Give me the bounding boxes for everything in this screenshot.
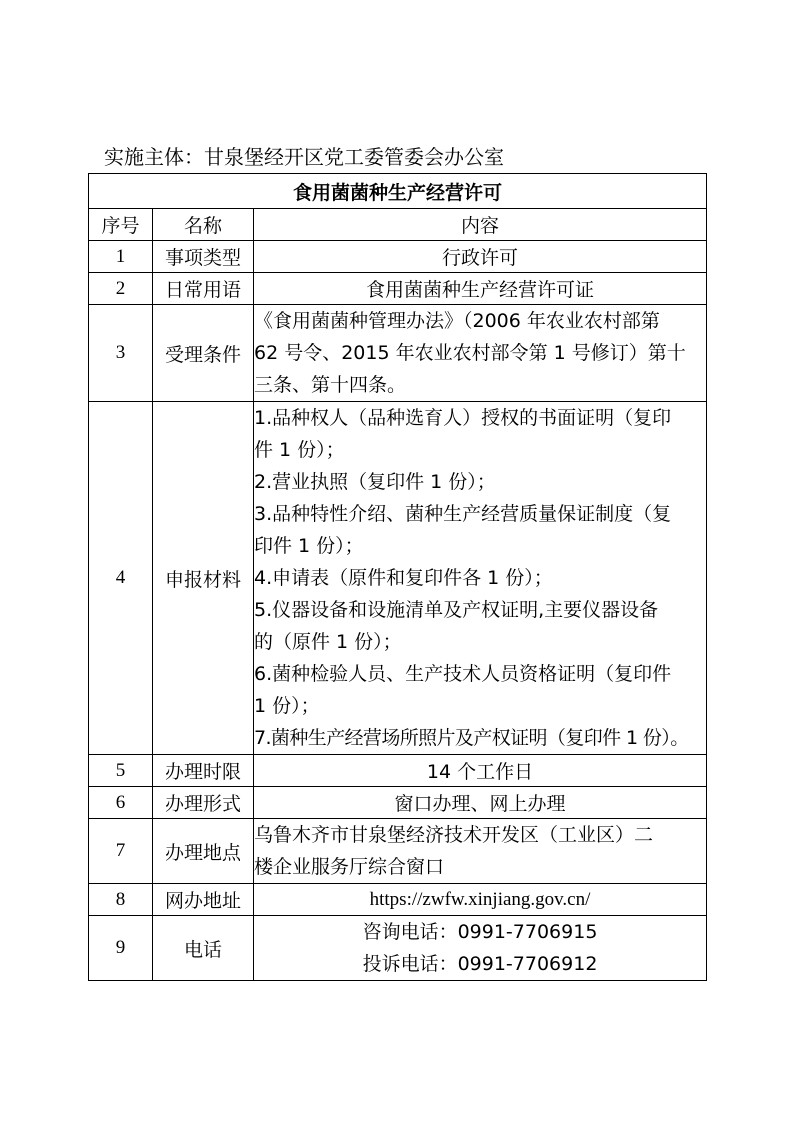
- row-index: 4: [89, 402, 153, 755]
- online-service-link: https://zwfw.xinjiang.gov.cn/: [369, 888, 591, 910]
- row-index: 9: [89, 916, 153, 981]
- row-content: 行政许可: [254, 241, 707, 273]
- row-name: 办理形式: [153, 787, 254, 819]
- row-name: 办理地点: [153, 819, 254, 884]
- row-name: 事项类型: [153, 241, 254, 273]
- row-content: 食用菌菌种生产经营许可证: [254, 273, 707, 305]
- header-index: 序号: [89, 209, 153, 241]
- row-content: [254, 916, 707, 981]
- table-row: [89, 241, 707, 273]
- row-name: 办理时限: [153, 755, 254, 787]
- row-index: 7: [89, 819, 153, 884]
- complaint-phone: 投诉电话：0991-7706912: [362, 953, 598, 975]
- row-name: 受理条件: [153, 305, 254, 402]
- row-index: 6: [89, 787, 153, 819]
- row-index: 1: [89, 241, 153, 273]
- row-name: 网办地址: [153, 884, 254, 916]
- row-content: 乌鲁木齐市甘泉堡经济技术开发区（工业区）二 楼企业服务厅综合窗口: [254, 819, 707, 884]
- row-name: 电话: [153, 916, 254, 981]
- row-content: 14 个工作日: [254, 755, 707, 787]
- table-title: 食用菌菌种生产经营许可: [89, 174, 707, 209]
- row-name: 日常用语: [153, 273, 254, 305]
- implementing-body: 实施主体：甘泉堡经开区党工委管委会办公室: [104, 145, 504, 169]
- table-row: [89, 819, 707, 884]
- row-index: 3: [89, 305, 153, 402]
- table-row: [89, 787, 707, 819]
- table-row: [89, 916, 707, 981]
- table-row: [89, 884, 707, 916]
- row-content: [254, 884, 707, 916]
- header-name: 名称: [153, 209, 254, 241]
- table-row: [89, 305, 707, 402]
- row-index: 8: [89, 884, 153, 916]
- row-name: 申报材料: [153, 402, 254, 755]
- row-content: 窗口办理、网上办理: [254, 787, 707, 819]
- row-index: 5: [89, 755, 153, 787]
- row-content: 《食用菌菌种管理办法》（2006 年农业农村部第 62 号令、2015 年农业农村部令第 1 号修订）第十 三条、第十四条。: [254, 305, 707, 402]
- header-content: 内容: [254, 209, 707, 241]
- row-content: 1.品种权人（品种选育人）授权的书面证明（复印 件 1 份）； 2.营业执照（复印件 1 份）； 3.品种特性介绍、菌种生产经营质量保证制度（复 印件 1 份）； 4.申请表（原件和复印件各 1 份）； 5.仪器设备和设施清单及产权证明,主要仪器设备 的（原件 1 份）； 6.菌种检验人员、生产技术人员资格证明（复印件 1 份）； 7.菌种生产经营场所照片及产权证明（复印件 1 份）。: [254, 402, 707, 755]
- row-index: 2: [89, 273, 153, 305]
- title-row: [89, 174, 707, 209]
- table-row: [89, 273, 707, 305]
- table-row: [89, 755, 707, 787]
- table-row: [89, 402, 707, 755]
- header-row: [89, 209, 707, 241]
- service-info-table: [88, 173, 707, 981]
- consult-phone: 咨询电话：0991-7706915: [362, 921, 598, 943]
